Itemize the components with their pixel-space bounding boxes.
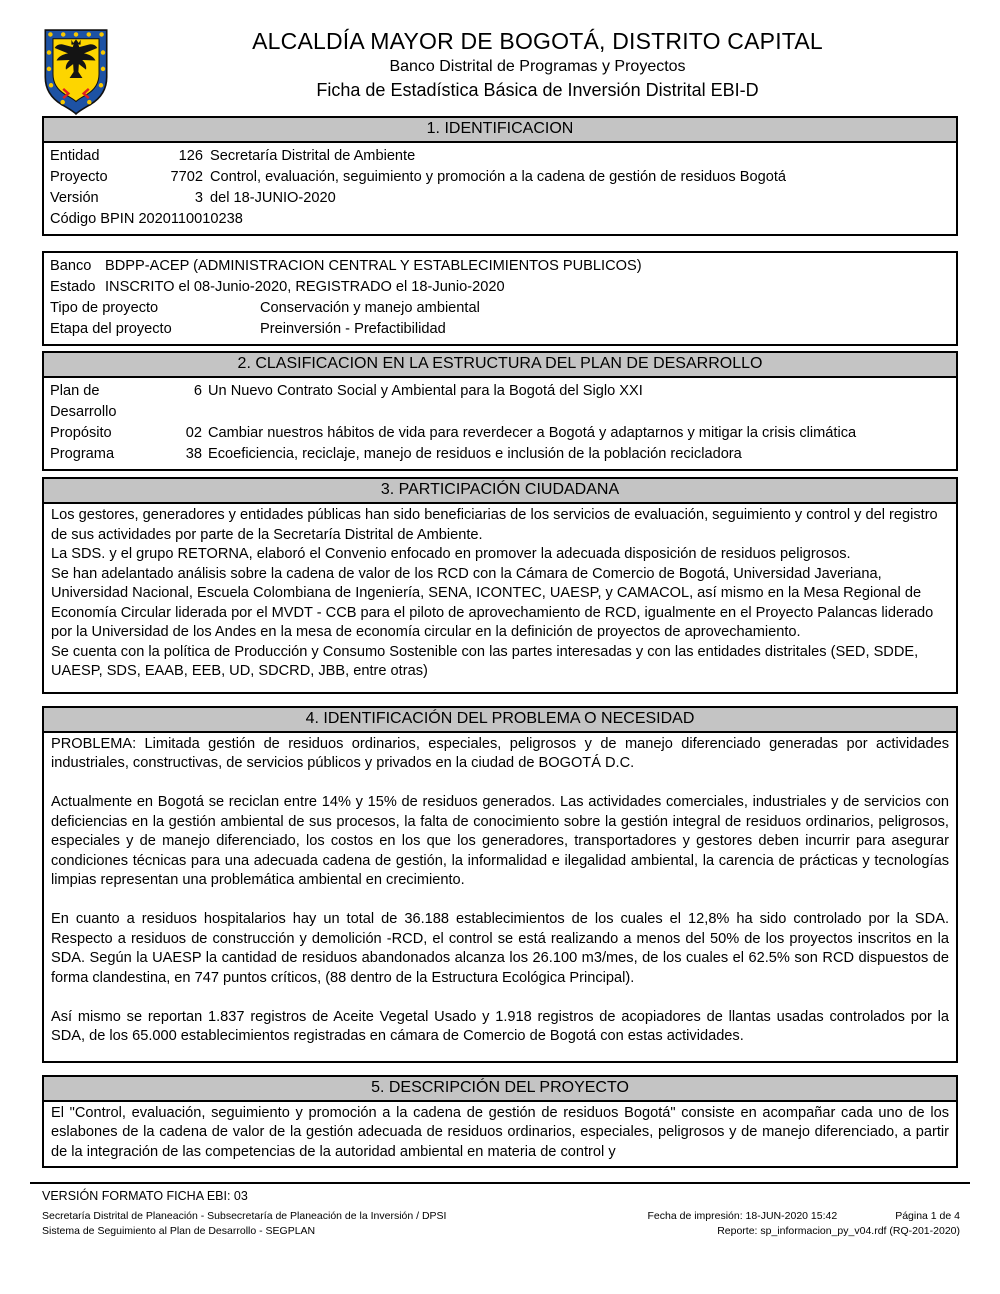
paragraph: Actualmente en Bogotá se reciclan entre 14% y 15% de residuos generados. Las actividades comerciales, industriales y de servicios con deficiencias en la gestión ambiental de sus procesos, la falta de conocimiento sobre la gestión integral de residuos ordinarios, peligrosos, especiales y de manejo diferenciado, los costos en los que los generadores, transportadores y gestores deben incurrir para asegurar condiciones técnicas para una adecuada cadena de gestión, la informalidad e ilegalidad ambiental, la carencia de prácticas y tecnologías limpias representan una problemática ambiental en crecimiento. <box>51 794 949 888</box>
footer-system-line: Sistema de Seguimiento al Plan de Desarrollo - SEGPLAN <box>42 1225 316 1237</box>
section-3-body <box>44 504 956 692</box>
paragraph: En cuanto a residuos hospitalarios hay un total de 36.188 establecimientos de los cuales el 12,8% ha sido controlado por la SDA. Respecto a residuos de construcción y demolición -RCD, el control se está realizando a menos del 50% de los proyectos inscritos en la SDA. Según la UAESP la cantidad de residuos abandonados alcanza los 26.100 m3/mes, de los cuales el 62.5% son RCD dispuestos de forma clandestina, en 747 puntos críticos, (88 dentro de la Estructura Ecológica Principal). <box>51 911 949 986</box>
field-row-tipo-proyecto <box>50 298 950 319</box>
field-value: Secretaría Distrital de Ambiente <box>210 148 416 164</box>
field-value: INSCRITO el 08-Junio-2020, REGISTRADO el 18-Junio-2020 <box>105 279 505 295</box>
section-5-title: 5. DESCRIPCIÓN DEL PROYECTO <box>44 1077 956 1102</box>
field-label: Banco <box>50 258 92 274</box>
field-value: Cambiar nuestros hábitos de vida para reverdecer a Bogotá y adaptarnos y mitigar la crisis climática <box>208 425 857 441</box>
paragraph: El "Control, evaluación, seguimiento y promoción a la cadena de gestión de residuos Bogotá" consiste en acompañar cada uno de los eslabones de la cadena de valor de la gestión adecuada de residuos ordinarios, especiales, peligrosos y de manejo diferenciado, a partir de la integración de las competencias de la autoridad ambiental en materia de control y <box>51 1104 949 1160</box>
field-row-plan-desarrollo <box>50 381 950 423</box>
footer-row-1 <box>42 1209 960 1224</box>
field-value: Conservación y manejo ambiental <box>260 300 480 316</box>
field-code: 02 <box>185 425 202 441</box>
footer-format-version: VERSIÓN FORMATO FICHA EBI: 03 <box>42 1189 248 1203</box>
field-row-programa <box>50 444 950 465</box>
section-3-title: 3. PARTICIPACIÓN CIUDADANA <box>44 479 956 504</box>
footer-row-2 <box>42 1224 960 1239</box>
field-row-banco <box>50 256 950 277</box>
field-label: Código BPIN <box>50 211 135 227</box>
field-value: Control, evaluación, seguimiento y promoción a la cadena de gestión de residuos Bogotá <box>210 169 787 185</box>
section-5-body <box>44 1102 956 1167</box>
paragraph: PROBLEMA: Limitada gestión de residuos ordinarios, especiales, peligrosos y de manejo diferenciado generadas por actividades industriales, constructivas, de servicios públicos y privados en la ciudad de BOGOTÁ D.C. <box>51 735 949 771</box>
section-problema-necesidad <box>42 706 958 1063</box>
field-value: Un Nuevo Contrato Social y Ambiental para la Bogotá del Siglo XXI <box>208 383 643 399</box>
field-label: Plan de Desarrollo <box>50 383 117 420</box>
bogota-coat-of-arms-logo <box>42 28 110 116</box>
field-code: 126 <box>178 148 203 164</box>
footer-report-name: Reporte: sp_informacion_py_v04.rdf (RQ-201-2020) <box>717 1225 960 1237</box>
info-rows <box>44 253 956 344</box>
field-row-estado <box>50 277 950 298</box>
document-header <box>42 26 958 102</box>
field-label: Tipo de proyecto <box>50 300 159 316</box>
header-doc-type: Ficha de Estadística Básica de Inversión Distrital EBI-D <box>316 80 759 100</box>
field-label: Versión <box>50 190 99 206</box>
field-row-proyecto <box>50 167 950 188</box>
field-row-version <box>50 188 950 209</box>
document-footer <box>30 1182 970 1239</box>
field-label: Etapa del proyecto <box>50 321 172 337</box>
section-2-rows <box>44 378 956 469</box>
page-title: ALCALDÍA MAYOR DE BOGOTÁ, DISTRITO CAPITAL <box>252 28 823 54</box>
field-label: Propósito <box>50 425 112 441</box>
field-row-codigo-bpin <box>50 209 950 230</box>
footer-spacer <box>837 1209 895 1224</box>
section-4-body <box>44 733 956 1061</box>
header-titles <box>117 26 958 102</box>
field-label: Proyecto <box>50 169 108 185</box>
field-label: Entidad <box>50 148 100 164</box>
field-label: Programa <box>50 446 115 462</box>
paragraph: Se cuenta con la política de Producción y Consumo Sostenible con las partes interesadas y con las entidades distritales (SED, SDDE, UAESP, SDS, EAAB, EEB, UD, SDCRD, JBB, entre otras) <box>51 643 919 679</box>
section-1-title: 1. IDENTIFICACION <box>44 118 956 143</box>
footer-org-line: Secretaría Distrital de Planeación - Subsecretaría de Planeación de la Inversión / DPSI <box>42 1210 447 1222</box>
paragraph: Los gestores, generadores y entidades públicas han sido beneficiarias de los servicios de evaluación, seguimiento y control y del registro de sus actividades por parte de la Secretaría Distrital de Ambiente. <box>51 507 938 543</box>
footer-print-info <box>648 1209 961 1224</box>
field-row-entidad <box>50 146 950 167</box>
field-value: BDPP-ACEP (ADMINISTRACION CENTRAL Y ESTABLECIMIENTOS PUBLICOS) <box>105 258 642 274</box>
section-identificacion <box>42 116 958 236</box>
section-1-rows <box>44 143 956 234</box>
section-banco-estado <box>42 251 958 346</box>
paragraph: Así mismo se reportan 1.837 registros de Aceite Vegetal Usado y 1.918 registros de acopiadores de llantas usadas controlados por la SDA, de los 65.000 establecimientos registradas en cámara de Comercio de Bogotá con estas actividades. <box>51 1008 949 1044</box>
footer-print-date: Fecha de impresión: 18-JUN-2020 15:42 <box>647 1210 838 1222</box>
field-value: 2020110010238 <box>138 211 243 227</box>
field-value: del 18-JUNIO-2020 <box>210 190 336 206</box>
field-row-etapa-proyecto <box>50 319 950 340</box>
field-code: 6 <box>193 383 202 399</box>
field-value: Ecoeficiencia, reciclaje, manejo de residuos e inclusión de la población recicladora <box>208 446 742 462</box>
paragraph: Se han adelantado análisis sobre la cadena de valor de los RCD con la Cámara de Comercio de Bogotá, Universidad Javeriana, Universidad Nacional, Escuela Colombiana de Ingeniería, SENA, ICONTEC, UAESP, y CAMACOL, así mismo en la Mesa Regional de Economía Circular liderada por el MVDT - CCB para el piloto de aprovechamiento de RCD, igualmente en el Proyecto Palancas liderado por la Universidad de los Andes en la mesa de economía circular en la definición de proyectos de aprovechamiento. <box>51 565 934 640</box>
field-label: Estado <box>50 279 96 295</box>
field-code: 7702 <box>170 169 203 185</box>
section-clasificacion <box>42 351 958 471</box>
paragraph: La SDS. y el grupo RETORNA, elaboró el Convenio enfocado en promover la adecuada disposición de residuos peligrosos. <box>51 546 851 562</box>
field-code: 3 <box>194 190 203 206</box>
section-descripcion-proyecto <box>42 1075 958 1169</box>
field-code: 38 <box>185 446 202 462</box>
section-2-title: 2. CLASIFICACION EN LA ESTRUCTURA DEL PLAN DE DESARROLLO <box>44 353 956 378</box>
field-value: Preinversión - Prefactibilidad <box>260 321 446 337</box>
field-row-proposito <box>50 423 950 444</box>
section-4-title: 4. IDENTIFICACIÓN DEL PROBLEMA O NECESIDAD <box>44 708 956 733</box>
header-subtitle: Banco Distrital de Programas y Proyectos <box>389 58 686 75</box>
footer-page-indicator: Página 1 de 4 <box>895 1210 960 1222</box>
section-participacion-ciudadana <box>42 477 958 694</box>
